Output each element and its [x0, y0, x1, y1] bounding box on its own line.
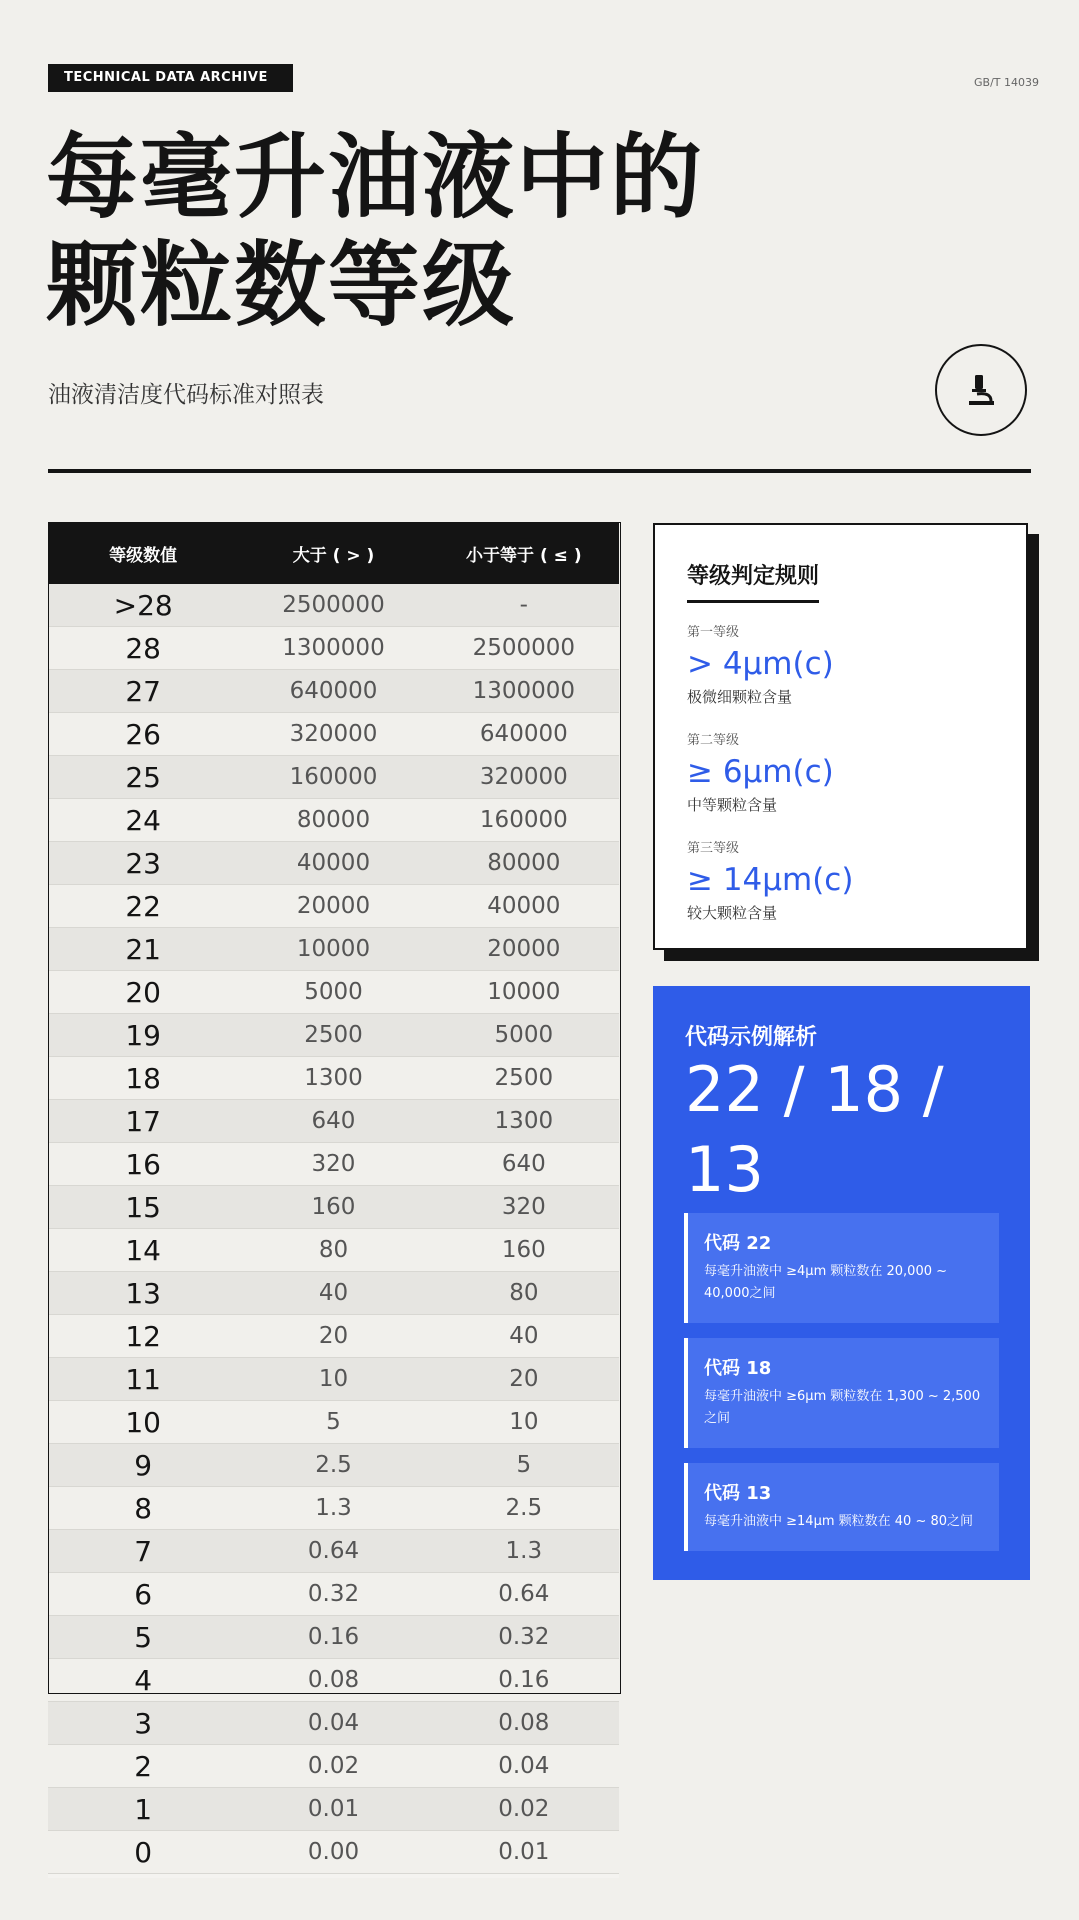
- table-row: [48, 1616, 619, 1659]
- page-subtitle: 油液清洁度代码标准对照表: [48, 382, 324, 408]
- cell-greater-than: 0.16: [238, 1616, 428, 1659]
- cell-less-equal: 0.04: [429, 1745, 619, 1788]
- cell-grade: 13: [48, 1272, 238, 1315]
- cell-grade: 22: [48, 885, 238, 928]
- code-item: [684, 1338, 999, 1448]
- table-row: [48, 670, 619, 713]
- cell-less-equal: 5: [429, 1444, 619, 1487]
- microscope-badge: [935, 344, 1027, 436]
- cell-greater-than: 5: [238, 1401, 428, 1444]
- table-row: [48, 1100, 619, 1143]
- cell-greater-than: 1300: [238, 1057, 428, 1100]
- cell-less-equal: 2.5: [429, 1487, 619, 1530]
- cell-greater-than: 0.32: [238, 1573, 428, 1616]
- cell-less-equal: 0.01: [429, 1831, 619, 1874]
- cell-less-equal: 320000: [429, 756, 619, 799]
- table-header-row: [48, 522, 619, 584]
- title-line-2: 颗粒数等级: [46, 232, 517, 339]
- example-title: 代码示例解析: [685, 1025, 818, 1050]
- cell-less-equal: 0.32: [429, 1616, 619, 1659]
- table-row: [48, 1358, 619, 1401]
- cell-greater-than: 20000: [238, 885, 428, 928]
- rule-desc: 中等颗粒含量: [687, 796, 778, 814]
- cell-less-equal: 20000: [429, 928, 619, 971]
- cell-less-equal: 40000: [429, 885, 619, 928]
- table-row: [48, 1057, 619, 1100]
- example-code: 22 / 18 / 13: [685, 1053, 944, 1206]
- cell-greater-than: 5000: [238, 971, 428, 1014]
- cell-grade: 3: [48, 1702, 238, 1745]
- cell-greater-than: 20: [238, 1315, 428, 1358]
- header-grade: 等级数值: [48, 522, 238, 584]
- cell-grade: 24: [48, 799, 238, 842]
- code-item-desc: 每毫升油液中 ≥6μm 颗粒数在 1,300 ~ 2,500 之间: [704, 1389, 981, 1426]
- cell-greater-than: 640000: [238, 670, 428, 713]
- cell-less-equal: 1300: [429, 1100, 619, 1143]
- cell-less-equal: 320: [429, 1186, 619, 1229]
- cell-greater-than: 1300000: [238, 627, 428, 670]
- table-row: [48, 842, 619, 885]
- microscope-icon: [963, 372, 999, 408]
- table-row: [48, 1573, 619, 1616]
- table-row: [48, 1487, 619, 1530]
- table-row: [48, 1831, 619, 1874]
- cell-less-equal: 1300000: [429, 670, 619, 713]
- cell-less-equal: 10000: [429, 971, 619, 1014]
- rule-level: 第一等级: [687, 625, 740, 640]
- cell-grade: 27: [48, 670, 238, 713]
- cell-grade: 8: [48, 1487, 238, 1530]
- grade-table-body: [48, 584, 619, 1874]
- header-greater-than: 大于 ( > ): [238, 522, 428, 584]
- cell-grade: 20: [48, 971, 238, 1014]
- cell-grade: 4: [48, 1659, 238, 1702]
- cell-greater-than: 2500: [238, 1014, 428, 1057]
- rule-level: 第二等级: [687, 733, 740, 748]
- table-row: [48, 799, 619, 842]
- code-item: [684, 1463, 999, 1551]
- example-card: [653, 986, 1030, 1580]
- cell-greater-than: 80000: [238, 799, 428, 842]
- table-row: [48, 1014, 619, 1057]
- table-row: [48, 1745, 619, 1788]
- cell-less-equal: 5000: [429, 1014, 619, 1057]
- cell-less-equal: 20: [429, 1358, 619, 1401]
- cell-greater-than: 0.02: [238, 1745, 428, 1788]
- cell-greater-than: 640: [238, 1100, 428, 1143]
- table-row: [48, 1143, 619, 1186]
- code-item-desc: 每毫升油液中 ≥4μm 颗粒数在 20,000 ~ 40,000之间: [704, 1264, 948, 1301]
- cell-greater-than: 0.01: [238, 1788, 428, 1831]
- code-item-desc: 每毫升油液中 ≥14μm 颗粒数在 40 ~ 80之间: [704, 1514, 974, 1529]
- table-row: [48, 713, 619, 756]
- cell-grade: 6: [48, 1573, 238, 1616]
- cell-grade: 14: [48, 1229, 238, 1272]
- cell-less-equal: 2500000: [429, 627, 619, 670]
- table-row: [48, 1401, 619, 1444]
- rule-item: [687, 729, 834, 815]
- page-title: [46, 124, 704, 340]
- cell-grade: 10: [48, 1401, 238, 1444]
- table-row: [48, 1315, 619, 1358]
- cell-grade: 11: [48, 1358, 238, 1401]
- cell-grade: 23: [48, 842, 238, 885]
- cell-grade: 28: [48, 627, 238, 670]
- grade-table: [48, 522, 619, 1874]
- rule-desc: 极微细颗粒含量: [687, 688, 793, 706]
- cell-less-equal: 160000: [429, 799, 619, 842]
- table-row: [48, 885, 619, 928]
- header-divider: [48, 469, 1031, 473]
- cell-less-equal: 2500: [429, 1057, 619, 1100]
- cell-greater-than: 160000: [238, 756, 428, 799]
- title-line-1: 每毫升油液中的: [46, 124, 705, 231]
- cell-greater-than: 40000: [238, 842, 428, 885]
- rule-size: ≥ 6μm(c): [687, 754, 834, 790]
- table-row: [48, 971, 619, 1014]
- cell-greater-than: 2.5: [238, 1444, 428, 1487]
- cell-less-equal: 0.02: [429, 1788, 619, 1831]
- table-row: [48, 584, 619, 627]
- rule-item: [687, 837, 853, 923]
- cell-less-equal: 160: [429, 1229, 619, 1272]
- cell-less-equal: 1.3: [429, 1530, 619, 1573]
- cell-grade: 2: [48, 1745, 238, 1788]
- table-row: [48, 627, 619, 670]
- table-row: [48, 1229, 619, 1272]
- code-item: [684, 1213, 999, 1323]
- cell-greater-than: 320000: [238, 713, 428, 756]
- cell-greater-than: 0.04: [238, 1702, 428, 1745]
- cell-less-equal: 80000: [429, 842, 619, 885]
- cell-less-equal: 10: [429, 1401, 619, 1444]
- cell-grade: 17: [48, 1100, 238, 1143]
- table-row: [48, 1186, 619, 1229]
- rule-item: [687, 621, 834, 707]
- cell-grade: 19: [48, 1014, 238, 1057]
- cell-greater-than: 160: [238, 1186, 428, 1229]
- table-row: [48, 1659, 619, 1702]
- cell-grade: 0: [48, 1831, 238, 1874]
- cell-grade: 5: [48, 1616, 238, 1659]
- rule-level: 第三等级: [687, 841, 740, 856]
- table-row: [48, 1530, 619, 1573]
- cell-grade: 9: [48, 1444, 238, 1487]
- cell-grade: >28: [48, 584, 238, 627]
- cell-grade: 7: [48, 1530, 238, 1573]
- cell-grade: 18: [48, 1057, 238, 1100]
- cell-less-equal: 640000: [429, 713, 619, 756]
- rules-card: [653, 523, 1028, 950]
- cell-less-equal: 640: [429, 1143, 619, 1186]
- cell-greater-than: 2500000: [238, 584, 428, 627]
- cell-grade: 16: [48, 1143, 238, 1186]
- header-less-equal: 小于等于 ( ≤ ): [429, 522, 619, 584]
- cell-less-equal: 0.08: [429, 1702, 619, 1745]
- standard-code: GB/T 14039: [974, 76, 1039, 89]
- cell-greater-than: 80: [238, 1229, 428, 1272]
- rule-size: > 4μm(c): [687, 646, 834, 682]
- cell-greater-than: 10: [238, 1358, 428, 1401]
- rules-title: 等级判定规则: [687, 559, 819, 603]
- table-row: [48, 756, 619, 799]
- cell-greater-than: 10000: [238, 928, 428, 971]
- code-item-title: 代码 22: [704, 1233, 772, 1254]
- cell-less-equal: 80: [429, 1272, 619, 1315]
- cell-grade: 21: [48, 928, 238, 971]
- code-item-title: 代码 18: [704, 1358, 772, 1379]
- cell-less-equal: -: [429, 584, 619, 627]
- rule-size: ≥ 14μm(c): [687, 862, 854, 898]
- cell-greater-than: 1.3: [238, 1487, 428, 1530]
- code-item-title: 代码 13: [704, 1483, 772, 1504]
- table-row: [48, 1272, 619, 1315]
- cell-grade: 1: [48, 1788, 238, 1831]
- cell-grade: 26: [48, 713, 238, 756]
- table-row: [48, 1444, 619, 1487]
- table-row: [48, 1702, 619, 1745]
- table-row: [48, 1788, 619, 1831]
- cell-less-equal: 40: [429, 1315, 619, 1358]
- cell-grade: 12: [48, 1315, 238, 1358]
- cell-greater-than: 40: [238, 1272, 428, 1315]
- cell-greater-than: 0.08: [238, 1659, 428, 1702]
- cell-grade: 25: [48, 756, 238, 799]
- rule-desc: 较大颗粒含量: [687, 904, 778, 922]
- cell-greater-than: 320: [238, 1143, 428, 1186]
- cell-less-equal: 0.64: [429, 1573, 619, 1616]
- cell-greater-than: 0.00: [238, 1831, 428, 1874]
- cell-less-equal: 0.16: [429, 1659, 619, 1702]
- archive-tag: TECHNICAL DATA ARCHIVE: [48, 64, 293, 92]
- cell-grade: 15: [48, 1186, 238, 1229]
- cell-greater-than: 0.64: [238, 1530, 428, 1573]
- table-row: [48, 928, 619, 971]
